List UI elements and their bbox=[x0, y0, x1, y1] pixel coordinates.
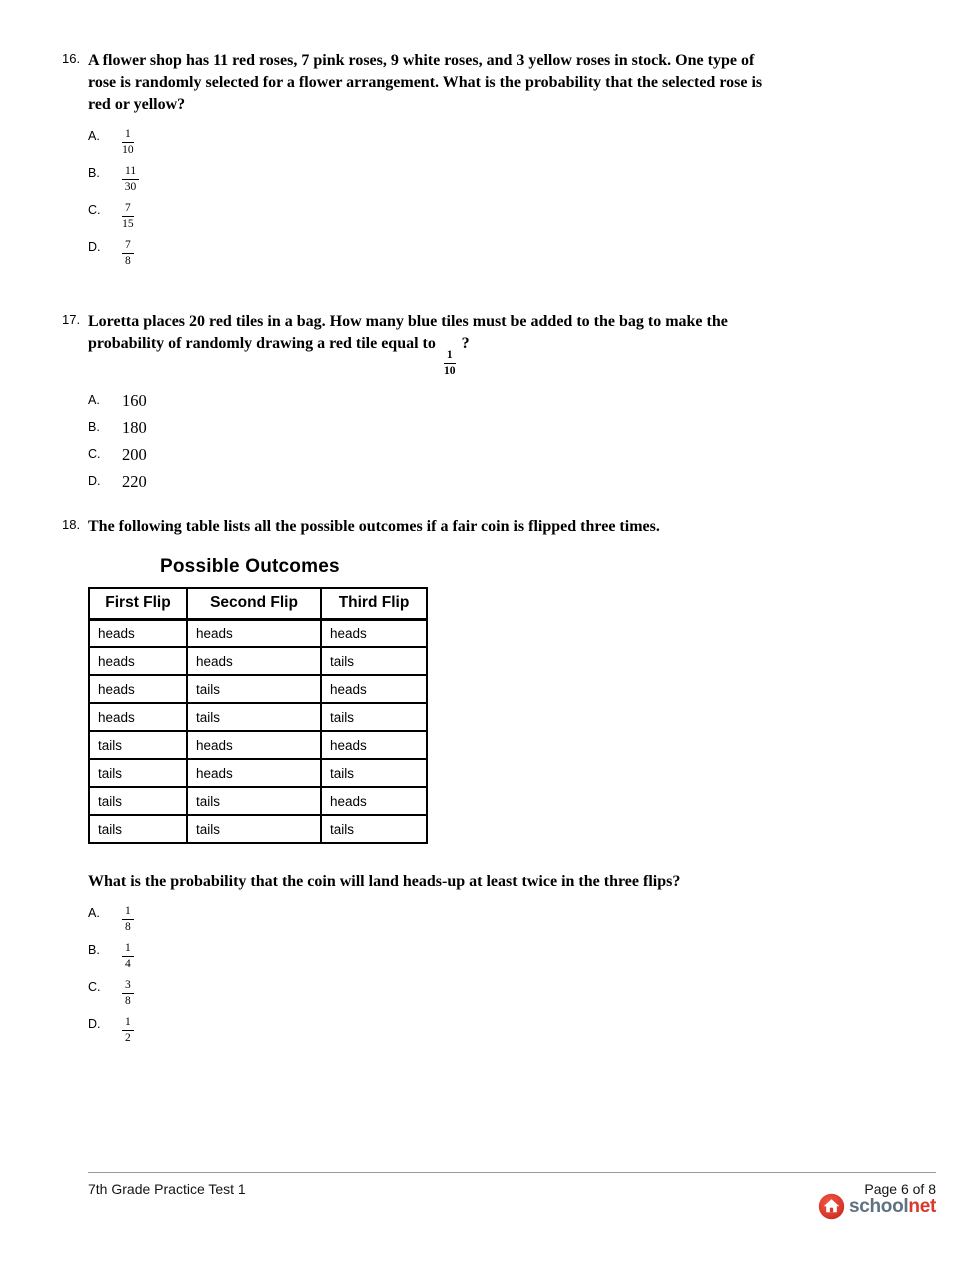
table-title: Possible Outcomes bbox=[160, 556, 340, 577]
fraction-numerator: 7 bbox=[122, 202, 134, 217]
table-cell: heads bbox=[187, 731, 321, 759]
choice-label: D. bbox=[88, 1017, 101, 1031]
choice-value: 200 bbox=[122, 445, 147, 464]
table-cell: heads bbox=[89, 647, 187, 675]
question-text bbox=[88, 311, 784, 378]
fraction-denominator: 8 bbox=[125, 921, 131, 933]
question-17 bbox=[62, 311, 784, 500]
logo-text-net: net bbox=[908, 1196, 936, 1217]
table-row bbox=[89, 731, 427, 759]
fraction bbox=[122, 905, 134, 934]
question-number: 16. bbox=[62, 51, 81, 66]
fraction-numerator: 7 bbox=[122, 239, 134, 254]
fraction bbox=[122, 165, 139, 194]
fraction bbox=[122, 979, 134, 1008]
schoolnet-logo bbox=[690, 1193, 936, 1220]
fraction bbox=[122, 128, 134, 157]
choice-a bbox=[88, 392, 784, 410]
table-cell: tails bbox=[187, 703, 321, 731]
choice-d bbox=[88, 1016, 134, 1046]
fraction-numerator: 1 bbox=[444, 349, 456, 364]
table-cell: heads bbox=[321, 731, 427, 759]
table-cell: heads bbox=[89, 703, 187, 731]
table-cell: tails bbox=[321, 759, 427, 787]
choice-label: C. bbox=[88, 203, 101, 217]
column-header: First Flip bbox=[89, 588, 187, 619]
table-cell: tails bbox=[187, 815, 321, 843]
table-cell: tails bbox=[187, 675, 321, 703]
table-cell: tails bbox=[89, 815, 187, 843]
fraction-denominator: 30 bbox=[124, 181, 137, 193]
choice-b bbox=[88, 419, 784, 437]
choice-label: B. bbox=[88, 420, 100, 434]
question-text: A flower shop has 11 red roses, 7 pink roses, 9 white roses, and 3 yellow roses in stock. One type of rose is randomly selected for a flower arrangement. What is the probability that the selected rose is red or yellow? bbox=[88, 52, 763, 113]
footer-page-indicator: Page 6 of 8 bbox=[864, 1181, 936, 1197]
choice-value: 180 bbox=[122, 418, 147, 437]
table-cell: heads bbox=[187, 759, 321, 787]
fraction-denominator: 2 bbox=[125, 1032, 131, 1044]
fraction bbox=[122, 202, 134, 231]
logo-wordmark bbox=[849, 1193, 936, 1220]
choice-c bbox=[88, 446, 784, 464]
answer-choices bbox=[88, 128, 784, 269]
question-text-before: Loretta places 20 red tiles in a bag. How many blue tiles must be added to the bag to make the probability of randomly drawing a red tile equal to bbox=[88, 313, 728, 352]
choice-value: 220 bbox=[122, 472, 147, 491]
table-cell: heads bbox=[89, 619, 187, 647]
choice-a bbox=[88, 905, 134, 935]
table-cell: tails bbox=[321, 647, 427, 675]
column-header: Third Flip bbox=[321, 588, 427, 619]
table-row bbox=[89, 815, 427, 843]
table-cell: tails bbox=[89, 731, 187, 759]
choice-a bbox=[88, 128, 784, 158]
possible-outcomes-table bbox=[88, 587, 428, 844]
fraction-numerator: 1 bbox=[122, 905, 134, 920]
inline-fraction bbox=[444, 349, 456, 378]
choice-label: C. bbox=[88, 447, 101, 461]
table-row bbox=[89, 647, 427, 675]
table-row bbox=[89, 703, 427, 731]
question-number: 18. bbox=[62, 517, 81, 532]
choice-label: D. bbox=[88, 474, 101, 488]
fraction-denominator: 4 bbox=[125, 958, 131, 970]
fraction-numerator: 1 bbox=[122, 942, 134, 957]
table-cell: heads bbox=[187, 619, 321, 647]
fraction-numerator: 1 bbox=[122, 1016, 134, 1031]
answer-choices bbox=[88, 392, 784, 491]
table-cell: heads bbox=[321, 787, 427, 815]
table-cell: tails bbox=[321, 815, 427, 843]
home-icon bbox=[818, 1193, 845, 1220]
choice-label: C. bbox=[88, 980, 101, 994]
footer-document-title: 7th Grade Practice Test 1 bbox=[88, 1181, 246, 1197]
table-cell: tails bbox=[187, 787, 321, 815]
choice-label: D. bbox=[88, 240, 101, 254]
fraction bbox=[122, 1016, 134, 1045]
fraction-numerator: 3 bbox=[122, 979, 134, 994]
question-number: 17. bbox=[62, 312, 81, 327]
table-cell: tails bbox=[89, 787, 187, 815]
choice-label: B. bbox=[88, 943, 100, 957]
fraction-denominator: 8 bbox=[125, 255, 131, 267]
choice-b bbox=[88, 942, 134, 972]
table-cell: heads bbox=[321, 675, 427, 703]
table-row bbox=[89, 675, 427, 703]
fraction-denominator: 8 bbox=[125, 995, 131, 1007]
fraction-denominator: 10 bbox=[444, 365, 456, 377]
choice-value: 160 bbox=[122, 391, 147, 410]
answer-choices bbox=[88, 905, 134, 1053]
fraction bbox=[122, 239, 134, 268]
choice-c bbox=[88, 202, 784, 232]
fraction-denominator: 10 bbox=[122, 144, 134, 156]
table-header-row bbox=[89, 588, 427, 619]
question-text: The following table lists all the possible outcomes if a fair coin is flipped three times. bbox=[88, 518, 660, 535]
question-18 bbox=[62, 516, 822, 1076]
table-cell: heads bbox=[321, 619, 427, 647]
column-header: Second Flip bbox=[187, 588, 321, 619]
choice-c bbox=[88, 979, 134, 1009]
fraction-numerator: 1 bbox=[122, 128, 134, 143]
fraction-denominator: 15 bbox=[122, 218, 134, 230]
logo-text-school: school bbox=[848, 1196, 909, 1217]
table-cell: tails bbox=[89, 759, 187, 787]
table-row bbox=[89, 787, 427, 815]
choice-d bbox=[88, 239, 784, 269]
choice-d bbox=[88, 473, 784, 491]
fraction-numerator: 11 bbox=[122, 165, 139, 180]
question-text-after: ? bbox=[461, 335, 470, 352]
table-cell: heads bbox=[89, 675, 187, 703]
footer-divider bbox=[88, 1172, 936, 1173]
fraction bbox=[122, 942, 134, 971]
choice-label: A. bbox=[88, 129, 100, 143]
question-16 bbox=[62, 50, 784, 276]
choice-label: A. bbox=[88, 393, 100, 407]
table-cell: heads bbox=[187, 647, 321, 675]
table-row bbox=[89, 619, 427, 647]
choice-label: A. bbox=[88, 906, 100, 920]
sub-question-text: What is the probability that the coin will land heads-up at least twice in the three flips? bbox=[88, 873, 681, 890]
table-row bbox=[89, 759, 427, 787]
choice-b bbox=[88, 165, 784, 195]
choice-label: B. bbox=[88, 166, 100, 180]
table-cell: tails bbox=[321, 703, 427, 731]
